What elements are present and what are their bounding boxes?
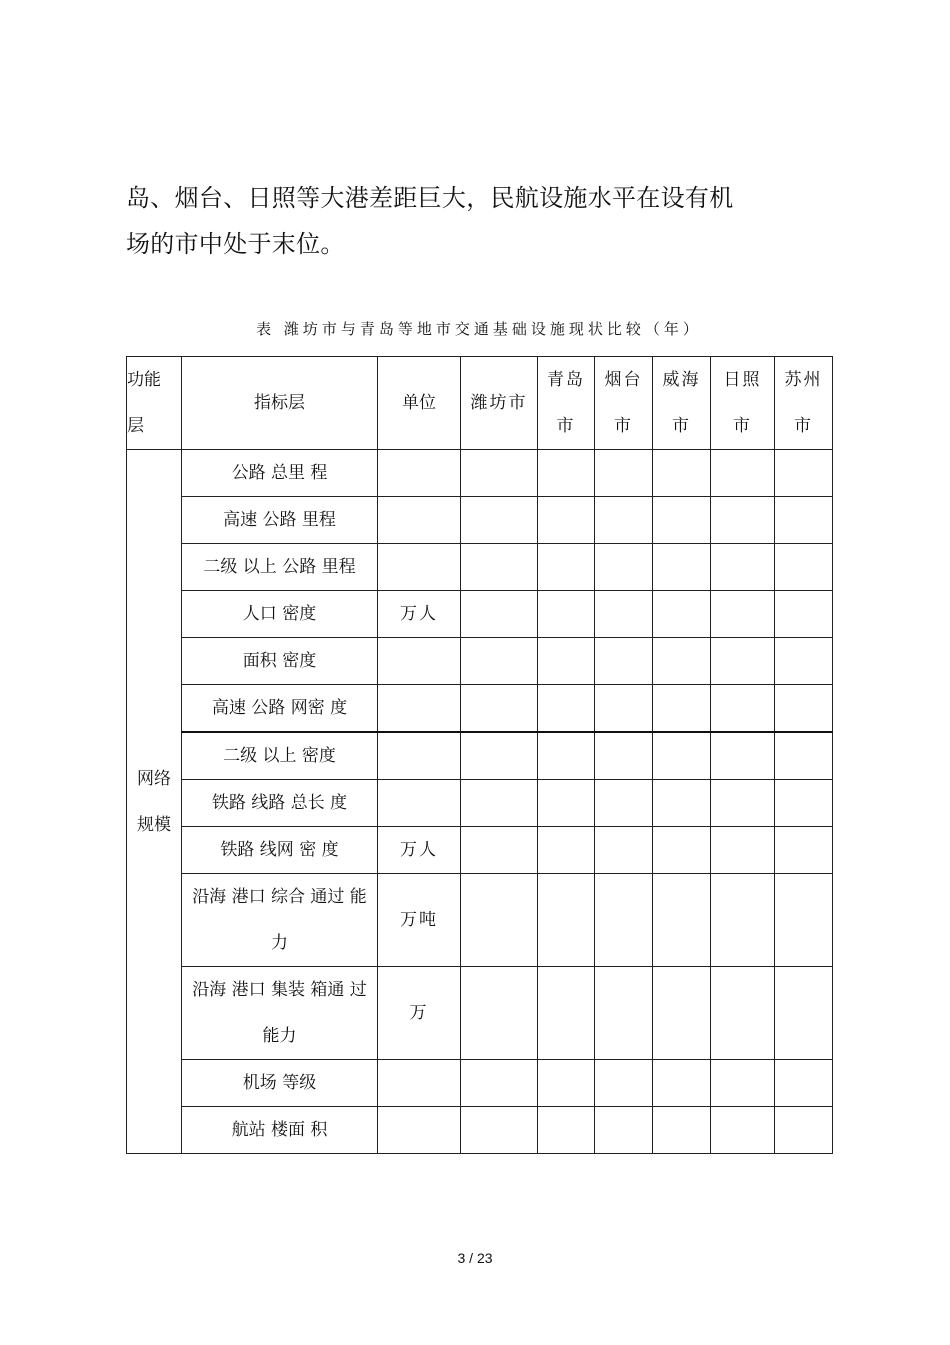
value-cell <box>711 544 775 591</box>
unit-cell <box>378 1107 461 1154</box>
value-cell <box>653 874 711 967</box>
value-cell <box>711 450 775 497</box>
value-cell <box>711 732 775 780</box>
value-cell <box>538 967 595 1060</box>
value-cell <box>711 685 775 733</box>
header-layer: 功能 层 <box>127 357 182 450</box>
table-row <box>127 1060 833 1107</box>
value-cell <box>538 780 595 827</box>
value-cell <box>538 450 595 497</box>
value-cell <box>653 638 711 685</box>
value-cell <box>775 685 833 733</box>
value-cell <box>653 1107 711 1154</box>
value-cell <box>595 874 653 967</box>
table-row <box>127 1107 833 1154</box>
value-cell <box>538 685 595 733</box>
value-cell <box>538 1107 595 1154</box>
value-cell <box>595 544 653 591</box>
value-cell <box>461 638 538 685</box>
table-row <box>127 827 833 874</box>
indicator-cell: 沿海 港口 集装 箱通 过 能力 <box>182 967 378 1060</box>
value-cell <box>775 967 833 1060</box>
value-cell <box>461 1060 538 1107</box>
value-cell <box>653 544 711 591</box>
indicator-cell: 高速 公路 网密 度 <box>182 685 378 733</box>
value-cell <box>595 497 653 544</box>
value-cell <box>538 874 595 967</box>
header-row <box>127 357 833 450</box>
value-cell <box>653 685 711 733</box>
value-cell <box>711 780 775 827</box>
body-paragraph <box>126 175 746 267</box>
value-cell <box>775 780 833 827</box>
value-cell <box>775 732 833 780</box>
value-cell <box>461 591 538 638</box>
unit-cell <box>378 1060 461 1107</box>
unit-cell: 万吨 <box>378 874 461 967</box>
value-cell <box>461 780 538 827</box>
value-cell <box>653 497 711 544</box>
value-cell <box>595 450 653 497</box>
value-cell <box>461 450 538 497</box>
indicator-cell: 航站 楼面 积 <box>182 1107 378 1154</box>
value-cell <box>461 732 538 780</box>
unit-cell <box>378 638 461 685</box>
value-cell <box>595 732 653 780</box>
value-cell <box>711 827 775 874</box>
value-cell <box>711 1107 775 1154</box>
indicator-cell: 铁路 线网 密 度 <box>182 827 378 874</box>
value-cell <box>461 685 538 733</box>
layer-label: 网络 规模 <box>127 450 182 1154</box>
unit-cell <box>378 497 461 544</box>
value-cell <box>653 732 711 780</box>
unit-cell <box>378 685 461 733</box>
table-row <box>127 450 833 497</box>
value-cell <box>711 967 775 1060</box>
value-cell <box>775 827 833 874</box>
header-city: 青岛 市 <box>538 357 595 450</box>
value-cell <box>653 967 711 1060</box>
indicator-cell: 公路 总里 程 <box>182 450 378 497</box>
value-cell <box>461 874 538 967</box>
unit-cell: 万人 <box>378 827 461 874</box>
paragraph-line-1: 岛、烟台、日照等大港差距巨大，民航设施水平在设有机 <box>126 184 734 212</box>
indicator-cell: 人口 密度 <box>182 591 378 638</box>
indicator-cell: 二级 以上 密度 <box>182 732 378 780</box>
value-cell <box>653 591 711 638</box>
value-cell <box>775 497 833 544</box>
header-city: 威海 市 <box>653 357 711 450</box>
indicator-cell: 高速 公路 里程 <box>182 497 378 544</box>
value-cell <box>595 967 653 1060</box>
value-cell <box>595 591 653 638</box>
table-row <box>127 544 833 591</box>
value-cell <box>775 591 833 638</box>
header-indicator: 指标层 <box>182 357 378 450</box>
table-row <box>127 685 833 733</box>
header-city: 潍坊市 <box>461 357 538 450</box>
value-cell <box>653 780 711 827</box>
value-cell <box>653 827 711 874</box>
unit-cell <box>378 544 461 591</box>
unit-cell: 万人 <box>378 591 461 638</box>
value-cell <box>775 638 833 685</box>
value-cell <box>461 827 538 874</box>
value-cell <box>538 591 595 638</box>
indicator-cell: 二级 以上 公路 里程 <box>182 544 378 591</box>
table-row <box>127 732 833 780</box>
page-number: 3 / 23 <box>457 1250 493 1266</box>
indicator-cell: 机场 等级 <box>182 1060 378 1107</box>
value-cell <box>595 827 653 874</box>
table-caption: 表 潍坊市与青岛等地市交通基础设施现状比较（年） <box>256 320 702 338</box>
value-cell <box>775 1107 833 1154</box>
value-cell <box>595 1107 653 1154</box>
unit-cell: 万 <box>378 967 461 1060</box>
unit-cell <box>378 450 461 497</box>
table-row <box>127 874 833 967</box>
value-cell <box>538 732 595 780</box>
value-cell <box>538 544 595 591</box>
table-row <box>127 780 833 827</box>
indicator-cell: 铁路 线路 总长 度 <box>182 780 378 827</box>
value-cell <box>711 874 775 967</box>
value-cell <box>595 780 653 827</box>
value-cell <box>775 874 833 967</box>
value-cell <box>653 450 711 497</box>
value-cell <box>653 1060 711 1107</box>
value-cell <box>461 967 538 1060</box>
value-cell <box>461 544 538 591</box>
unit-cell <box>378 732 461 780</box>
value-cell <box>595 1060 653 1107</box>
header-city: 苏州 市 <box>775 357 833 450</box>
table-row <box>127 967 833 1060</box>
indicator-cell: 沿海 港口 综合 通过 能 力 <box>182 874 378 967</box>
table-row <box>127 591 833 638</box>
paragraph-line-2: 场的市中处于末位。 <box>126 230 345 258</box>
value-cell <box>538 827 595 874</box>
comparison-table <box>126 356 833 1154</box>
value-cell <box>711 1060 775 1107</box>
table-row <box>127 638 833 685</box>
unit-cell <box>378 780 461 827</box>
value-cell <box>538 497 595 544</box>
value-cell <box>711 591 775 638</box>
value-cell <box>538 1060 595 1107</box>
value-cell <box>595 638 653 685</box>
header-city: 烟台 市 <box>595 357 653 450</box>
table-row <box>127 497 833 544</box>
value-cell <box>711 497 775 544</box>
header-unit: 单位 <box>378 357 461 450</box>
value-cell <box>461 1107 538 1154</box>
value-cell <box>461 497 538 544</box>
value-cell <box>775 544 833 591</box>
indicator-cell: 面积 密度 <box>182 638 378 685</box>
value-cell <box>538 638 595 685</box>
value-cell <box>775 1060 833 1107</box>
value-cell <box>711 638 775 685</box>
value-cell <box>775 450 833 497</box>
value-cell <box>595 685 653 733</box>
header-city: 日照 市 <box>711 357 775 450</box>
